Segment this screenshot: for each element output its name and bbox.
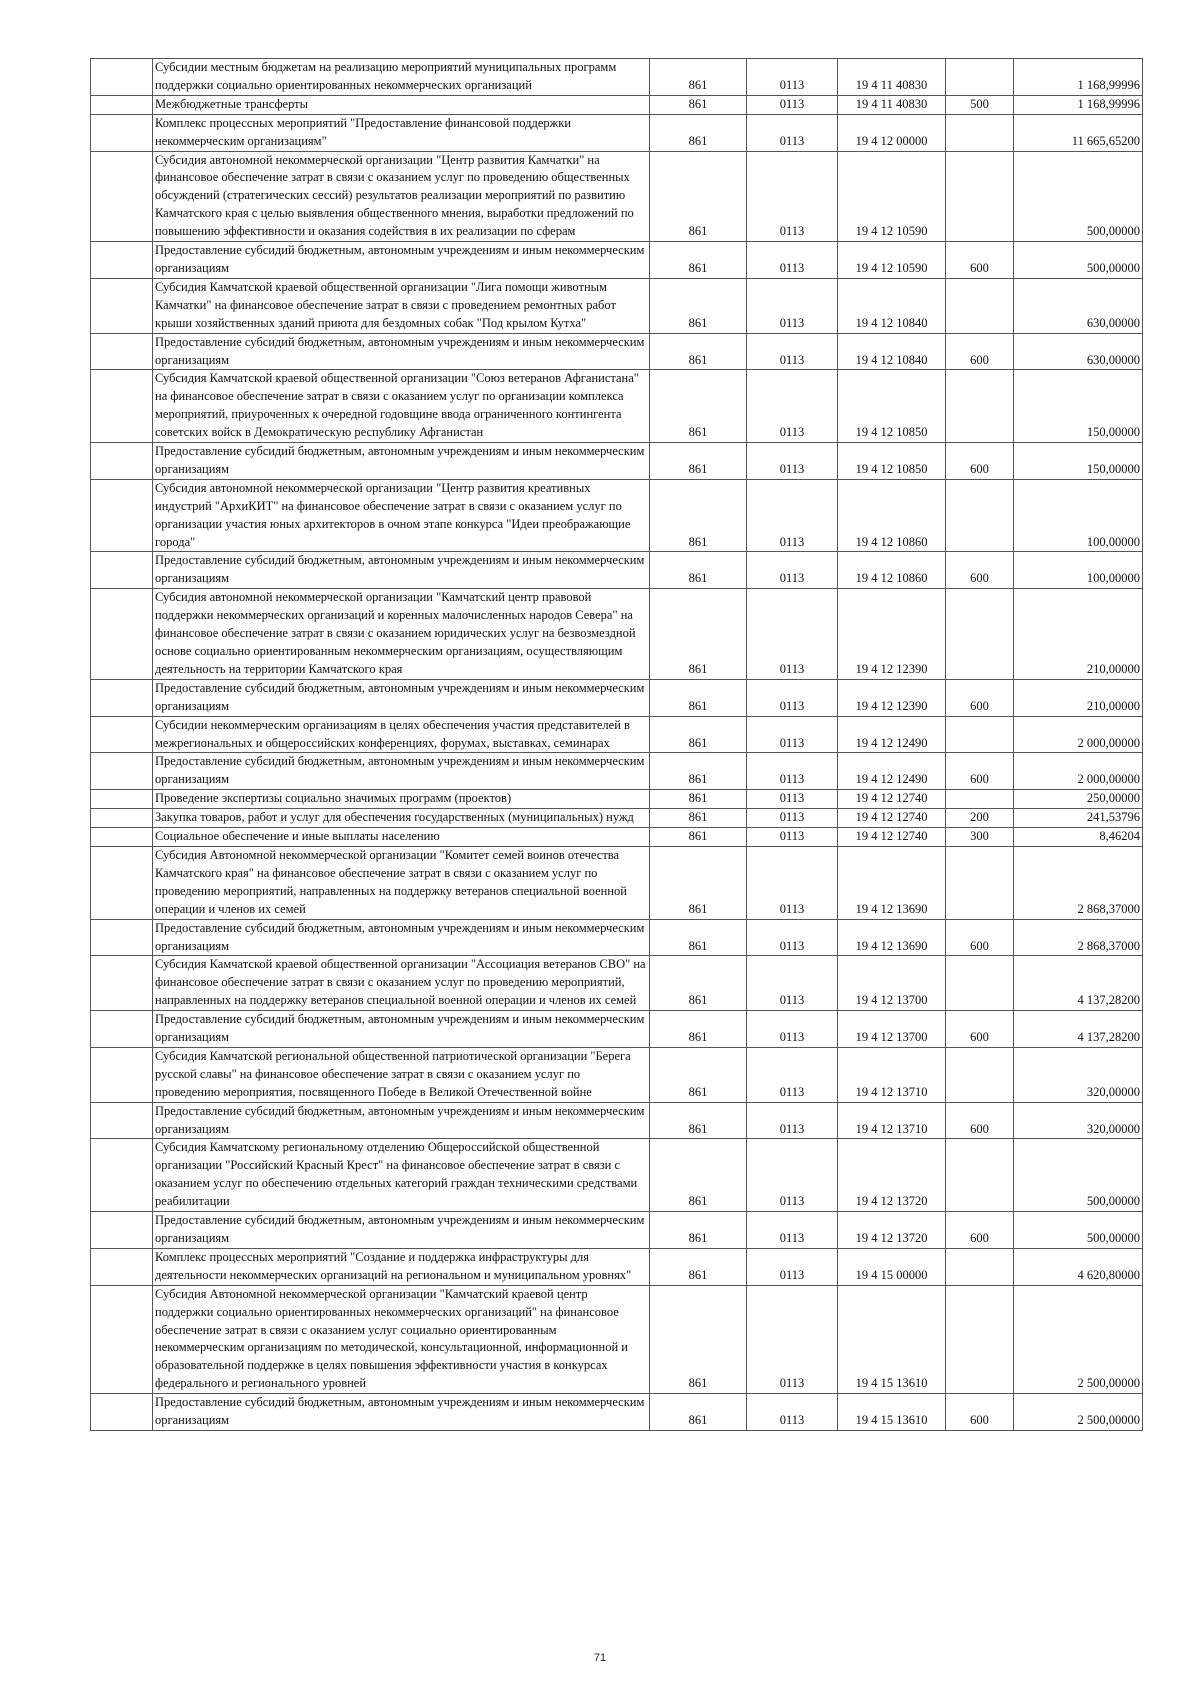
target-article-cell: 19 4 12 10840 — [838, 278, 946, 333]
table-row — [91, 1139, 1143, 1212]
table-row — [91, 679, 1143, 716]
amount-cell: 1 168,99996 — [1014, 95, 1143, 114]
section-code-cell: 0113 — [747, 1102, 838, 1139]
expense-name-cell: Предоставление субсидий бюджетным, автономным учреждениям и иным некоммерческим организациям — [153, 1102, 650, 1139]
amount-cell: 630,00000 — [1014, 333, 1143, 370]
expense-type-cell — [946, 278, 1014, 333]
expense-name-cell: Субсидия Камчатской региональной общественной патриотической организации "Берега русской славы" на финансовое обеспечение затрат в связи с оказанием услуг по проведению мероприятия, посвященного Победе в Великой Отечественной войне — [153, 1047, 650, 1102]
row-number-cell — [91, 716, 153, 753]
section-code-cell: 0113 — [747, 95, 838, 114]
expense-type-cell: 600 — [946, 1394, 1014, 1431]
amount-cell: 100,00000 — [1014, 479, 1143, 552]
ministry-code-cell: 861 — [650, 151, 747, 242]
expense-name-cell: Предоставление субсидий бюджетным, автономным учреждениям и иным некоммерческим организациям — [153, 333, 650, 370]
expense-type-cell — [946, 1248, 1014, 1285]
amount-cell: 250,00000 — [1014, 790, 1143, 809]
ministry-code-cell: 861 — [650, 956, 747, 1011]
expense-name-cell: Предоставление субсидий бюджетным, автономным учреждениям и иным некоммерческим организациям — [153, 552, 650, 589]
amount-cell: 500,00000 — [1014, 1212, 1143, 1249]
table-row — [91, 1394, 1143, 1431]
ministry-code-cell: 861 — [650, 443, 747, 480]
table-row — [91, 479, 1143, 552]
expense-type-cell — [946, 716, 1014, 753]
amount-cell: 210,00000 — [1014, 589, 1143, 680]
amount-cell: 630,00000 — [1014, 278, 1143, 333]
table-row — [91, 956, 1143, 1011]
target-article-cell: 19 4 12 13710 — [838, 1047, 946, 1102]
ministry-code-cell: 861 — [650, 1011, 747, 1048]
amount-cell: 2 000,00000 — [1014, 753, 1143, 790]
amount-cell: 320,00000 — [1014, 1047, 1143, 1102]
section-code-cell: 0113 — [747, 242, 838, 279]
row-number-cell — [91, 479, 153, 552]
expense-type-cell: 600 — [946, 333, 1014, 370]
ministry-code-cell: 861 — [650, 479, 747, 552]
target-article-cell: 19 4 12 13720 — [838, 1139, 946, 1212]
ministry-code-cell: 861 — [650, 716, 747, 753]
row-number-cell — [91, 1212, 153, 1249]
ministry-code-cell: 861 — [650, 1285, 747, 1393]
amount-cell: 241,53796 — [1014, 809, 1143, 828]
amount-cell: 2 000,00000 — [1014, 716, 1143, 753]
ministry-code-cell: 861 — [650, 809, 747, 828]
expense-type-cell: 600 — [946, 919, 1014, 956]
table-row — [91, 443, 1143, 480]
table-row — [91, 1102, 1143, 1139]
ministry-code-cell: 861 — [650, 278, 747, 333]
target-article-cell: 19 4 12 12490 — [838, 716, 946, 753]
expense-type-cell — [946, 479, 1014, 552]
target-article-cell: 19 4 12 12740 — [838, 790, 946, 809]
ministry-code-cell: 861 — [650, 679, 747, 716]
section-code-cell: 0113 — [747, 846, 838, 919]
amount-cell: 4 620,80000 — [1014, 1248, 1143, 1285]
expense-name-cell: Социальное обеспечение и иные выплаты населению — [153, 828, 650, 847]
section-code-cell: 0113 — [747, 479, 838, 552]
row-number-cell — [91, 151, 153, 242]
expense-name-cell: Субсидии некоммерческим организациям в целях обеспечения участия представителей в межрегиональных и общероссийских конференциях, форумах, выставках, семинарах — [153, 716, 650, 753]
section-code-cell: 0113 — [747, 1394, 838, 1431]
expense-type-cell — [946, 589, 1014, 680]
expense-name-cell: Субсидия Камчатской краевой общественной организации "Лига помощи животным Камчатки" на финансовое обеспечение затрат в связи с проведением ремонтных работ крыши хозяйственных зданий приюта для бездомных собак "Под крылом Кутха" — [153, 278, 650, 333]
table-row — [91, 333, 1143, 370]
expense-type-cell: 600 — [946, 1102, 1014, 1139]
table-row — [91, 919, 1143, 956]
amount-cell: 150,00000 — [1014, 370, 1143, 443]
table-row — [91, 95, 1143, 114]
expense-type-cell: 600 — [946, 679, 1014, 716]
section-code-cell: 0113 — [747, 552, 838, 589]
target-article-cell: 19 4 12 10850 — [838, 443, 946, 480]
ministry-code-cell: 861 — [650, 242, 747, 279]
section-code-cell: 0113 — [747, 790, 838, 809]
amount-cell: 4 137,28200 — [1014, 1011, 1143, 1048]
expense-name-cell: Предоставление субсидий бюджетным, автономным учреждениям и иным некоммерческим организациям — [153, 443, 650, 480]
row-number-cell — [91, 1248, 153, 1285]
target-article-cell: 19 4 12 12740 — [838, 828, 946, 847]
ministry-code-cell: 861 — [650, 753, 747, 790]
expense-name-cell: Предоставление субсидий бюджетным, автономным учреждениям и иным некоммерческим организациям — [153, 242, 650, 279]
target-article-cell: 19 4 15 13610 — [838, 1285, 946, 1393]
expense-name-cell: Межбюджетные трансферты — [153, 95, 650, 114]
table-row — [91, 370, 1143, 443]
ministry-code-cell: 861 — [650, 95, 747, 114]
section-code-cell: 0113 — [747, 151, 838, 242]
expense-name-cell: Субсидия Камчатской краевой общественной организации "Союз ветеранов Афганистана" на финансовое обеспечение затрат в связи с оказанием услуг по организации комплекса мероприятий, приуроченных к очередной годовщине ввода ограниченного контингента советских войск в Демократическую республику Афганистан — [153, 370, 650, 443]
expense-type-cell: 600 — [946, 753, 1014, 790]
budget-table — [90, 58, 1143, 1431]
target-article-cell: 19 4 12 13720 — [838, 1212, 946, 1249]
row-number-cell — [91, 242, 153, 279]
expense-name-cell: Комплекс процессных мероприятий "Предоставление финансовой поддержки некоммерческим организациям" — [153, 114, 650, 151]
section-code-cell: 0113 — [747, 1248, 838, 1285]
target-article-cell: 19 4 12 10850 — [838, 370, 946, 443]
ministry-code-cell: 861 — [650, 1102, 747, 1139]
table-row — [91, 753, 1143, 790]
expense-type-cell: 300 — [946, 828, 1014, 847]
ministry-code-cell: 861 — [650, 589, 747, 680]
expense-type-cell — [946, 151, 1014, 242]
amount-cell: 100,00000 — [1014, 552, 1143, 589]
ministry-code-cell: 861 — [650, 828, 747, 847]
section-code-cell: 0113 — [747, 809, 838, 828]
amount-cell: 500,00000 — [1014, 242, 1143, 279]
table-row — [91, 1248, 1143, 1285]
target-article-cell: 19 4 12 12390 — [838, 589, 946, 680]
section-code-cell: 0113 — [747, 589, 838, 680]
section-code-cell: 0113 — [747, 114, 838, 151]
row-number-cell — [91, 1102, 153, 1139]
target-article-cell: 19 4 12 12740 — [838, 809, 946, 828]
ministry-code-cell: 861 — [650, 552, 747, 589]
section-code-cell: 0113 — [747, 679, 838, 716]
section-code-cell: 0113 — [747, 333, 838, 370]
row-number-cell — [91, 1285, 153, 1393]
row-number-cell — [91, 59, 153, 96]
target-article-cell: 19 4 11 40830 — [838, 59, 946, 96]
target-article-cell: 19 4 12 10590 — [838, 242, 946, 279]
target-article-cell: 19 4 15 13610 — [838, 1394, 946, 1431]
expense-name-cell: Субсидия Камчатскому региональному отделению Общероссийской общественной организации "Российский Красный Крест" на финансовое обеспечение затрат в связи с оказанием услуг по обеспечению отдельных категорий граждан техническими средствами реабилитации — [153, 1139, 650, 1212]
table-row — [91, 59, 1143, 96]
table-row — [91, 114, 1143, 151]
amount-cell: 2 500,00000 — [1014, 1285, 1143, 1393]
section-code-cell: 0113 — [747, 1047, 838, 1102]
amount-cell: 500,00000 — [1014, 1139, 1143, 1212]
row-number-cell — [91, 679, 153, 716]
target-article-cell: 19 4 15 00000 — [838, 1248, 946, 1285]
expense-type-cell — [946, 1047, 1014, 1102]
expense-name-cell: Закупка товаров, работ и услуг для обеспечения государственных (муниципальных) нужд — [153, 809, 650, 828]
table-row — [91, 1047, 1143, 1102]
row-number-cell — [91, 790, 153, 809]
expense-type-cell: 200 — [946, 809, 1014, 828]
target-article-cell: 19 4 12 12390 — [838, 679, 946, 716]
ministry-code-cell: 861 — [650, 333, 747, 370]
expense-type-cell — [946, 59, 1014, 96]
section-code-cell: 0113 — [747, 59, 838, 96]
amount-cell: 2 868,37000 — [1014, 919, 1143, 956]
expense-type-cell: 500 — [946, 95, 1014, 114]
page-number: 71 — [593, 1652, 607, 1664]
section-code-cell: 0113 — [747, 443, 838, 480]
ministry-code-cell: 861 — [650, 370, 747, 443]
expense-name-cell: Предоставление субсидий бюджетным, автономным учреждениям и иным некоммерческим организациям — [153, 679, 650, 716]
expense-name-cell: Субсидия автономной некоммерческой организации "Центр развития Камчатки" на финансовое обеспечение затрат в связи с оказанием услуг по проведению общественных обсуждений (стратегических сессий) результатов реализации мероприятий по развитию Камчатского края с целью выявления общественного мнения, выработки предложений по повышению эффективности и оказания содействия в их реализации по сферам — [153, 151, 650, 242]
row-number-cell — [91, 333, 153, 370]
row-number-cell — [91, 956, 153, 1011]
amount-cell: 4 137,28200 — [1014, 956, 1143, 1011]
table-row — [91, 589, 1143, 680]
section-code-cell: 0113 — [747, 1212, 838, 1249]
section-code-cell: 0113 — [747, 370, 838, 443]
expense-type-cell: 600 — [946, 443, 1014, 480]
section-code-cell: 0113 — [747, 956, 838, 1011]
expense-name-cell: Предоставление субсидий бюджетным, автономным учреждениям и иным некоммерческим организациям — [153, 753, 650, 790]
target-article-cell: 19 4 12 13700 — [838, 956, 946, 1011]
row-number-cell — [91, 95, 153, 114]
expense-type-cell — [946, 114, 1014, 151]
expense-type-cell: 600 — [946, 242, 1014, 279]
section-code-cell: 0113 — [747, 1011, 838, 1048]
table-row — [91, 1285, 1143, 1393]
expense-name-cell: Комплекс процессных мероприятий "Создание и поддержка инфраструктуры для деятельности некоммерческих организаций на региональном и муниципальном уровнях" — [153, 1248, 650, 1285]
expense-type-cell — [946, 1285, 1014, 1393]
expense-type-cell — [946, 956, 1014, 1011]
row-number-cell — [91, 1047, 153, 1102]
table-row — [91, 790, 1143, 809]
table-row — [91, 1011, 1143, 1048]
expense-type-cell — [946, 846, 1014, 919]
row-number-cell — [91, 753, 153, 790]
expense-name-cell: Субсидии местным бюджетам на реализацию мероприятий муниципальных программ поддержки социально ориентированных некоммерческих организаций — [153, 59, 650, 96]
ministry-code-cell: 861 — [650, 114, 747, 151]
expense-name-cell: Субсидия Автономной некоммерческой организации "Комитет семей воинов отечества Камчатского края" на финансовое обеспечение затрат в связи с оказанием услуг по проведению мероприятий, направленных на поддержку ветеранов специальной военной операции и членов их семей — [153, 846, 650, 919]
table-row — [91, 809, 1143, 828]
expense-name-cell: Предоставление субсидий бюджетным, автономным учреждениям и иным некоммерческим организациям — [153, 919, 650, 956]
target-article-cell: 19 4 12 13690 — [838, 846, 946, 919]
row-number-cell — [91, 919, 153, 956]
table-row — [91, 828, 1143, 847]
expense-name-cell: Субсидия Автономной некоммерческой организации "Камчатский краевой центр поддержки социально ориентированных некоммерческих организаций" на финансовое обеспечение затрат в связи с оказанием услуг социально ориентированным некоммерческим организациям по методической, консультационной, информационной и образовательной поддержке в целях повышения эффективности участия в конкурсах федерального и регионального уровней — [153, 1285, 650, 1393]
row-number-cell — [91, 1011, 153, 1048]
row-number-cell — [91, 1139, 153, 1212]
table-row — [91, 151, 1143, 242]
row-number-cell — [91, 589, 153, 680]
expense-type-cell — [946, 370, 1014, 443]
expense-name-cell: Проведение экспертизы социально значимых программ (проектов) — [153, 790, 650, 809]
target-article-cell: 19 4 12 10840 — [838, 333, 946, 370]
amount-cell: 1 168,99996 — [1014, 59, 1143, 96]
table-row — [91, 716, 1143, 753]
expense-type-cell: 600 — [946, 1212, 1014, 1249]
expense-name-cell: Предоставление субсидий бюджетным, автономным учреждениям и иным некоммерческим организациям — [153, 1212, 650, 1249]
expense-type-cell — [946, 790, 1014, 809]
table-row — [91, 242, 1143, 279]
ministry-code-cell: 861 — [650, 919, 747, 956]
target-article-cell: 19 4 12 10860 — [838, 479, 946, 552]
table-body — [91, 59, 1143, 1431]
ministry-code-cell: 861 — [650, 790, 747, 809]
row-number-cell — [91, 443, 153, 480]
expense-name-cell: Субсидия Камчатской краевой общественной организации "Ассоциация ветеранов СВО" на финансовое обеспечение затрат в связи с оказанием услуг по проведению мероприятий, направленных на поддержку ветеранов специальной военной операции и членов их семей — [153, 956, 650, 1011]
expense-type-cell — [946, 1139, 1014, 1212]
amount-cell: 320,00000 — [1014, 1102, 1143, 1139]
ministry-code-cell: 861 — [650, 1394, 747, 1431]
target-article-cell: 19 4 12 12490 — [838, 753, 946, 790]
target-article-cell: 19 4 12 10590 — [838, 151, 946, 242]
expense-name-cell: Субсидия автономной некоммерческой организации "Камчатский центр правовой поддержки некоммерческих организаций и коренных малочисленных народов Севера" на финансовое обеспечение затрат в связи с оказанием юридических услуг на безвозмездной основе социально ориентированным некоммерческим организациям, осуществляющим деятельность на территории Камчатского края — [153, 589, 650, 680]
section-code-cell: 0113 — [747, 716, 838, 753]
row-number-cell — [91, 370, 153, 443]
row-number-cell — [91, 809, 153, 828]
target-article-cell: 19 4 12 13690 — [838, 919, 946, 956]
ministry-code-cell: 861 — [650, 1248, 747, 1285]
ministry-code-cell: 861 — [650, 1139, 747, 1212]
row-number-cell — [91, 1394, 153, 1431]
table-row — [91, 846, 1143, 919]
ministry-code-cell: 861 — [650, 59, 747, 96]
ministry-code-cell: 861 — [650, 1047, 747, 1102]
row-number-cell — [91, 846, 153, 919]
expense-type-cell: 600 — [946, 552, 1014, 589]
section-code-cell: 0113 — [747, 753, 838, 790]
target-article-cell: 19 4 11 40830 — [838, 95, 946, 114]
table-row — [91, 278, 1143, 333]
table-row — [91, 1212, 1143, 1249]
target-article-cell: 19 4 12 13710 — [838, 1102, 946, 1139]
section-code-cell: 0113 — [747, 828, 838, 847]
expense-type-cell: 600 — [946, 1011, 1014, 1048]
amount-cell: 500,00000 — [1014, 151, 1143, 242]
amount-cell: 2 868,37000 — [1014, 846, 1143, 919]
expense-name-cell: Предоставление субсидий бюджетным, автономным учреждениям и иным некоммерческим организациям — [153, 1011, 650, 1048]
table-row — [91, 552, 1143, 589]
ministry-code-cell: 861 — [650, 1212, 747, 1249]
section-code-cell: 0113 — [747, 1139, 838, 1212]
amount-cell: 8,46204 — [1014, 828, 1143, 847]
amount-cell: 210,00000 — [1014, 679, 1143, 716]
row-number-cell — [91, 552, 153, 589]
amount-cell: 150,00000 — [1014, 443, 1143, 480]
amount-cell: 11 665,65200 — [1014, 114, 1143, 151]
section-code-cell: 0113 — [747, 1285, 838, 1393]
expense-name-cell: Субсидия автономной некоммерческой организации "Центр развития креативных индустрий "АрхиКИТ" на финансовое обеспечение затрат в связи с оказанием услуг по организации участия юных архитекторов в очном этапе конкурса "Идеи преображающие города" — [153, 479, 650, 552]
section-code-cell: 0113 — [747, 919, 838, 956]
target-article-cell: 19 4 12 13700 — [838, 1011, 946, 1048]
section-code-cell: 0113 — [747, 278, 838, 333]
target-article-cell: 19 4 12 10860 — [838, 552, 946, 589]
row-number-cell — [91, 114, 153, 151]
amount-cell: 2 500,00000 — [1014, 1394, 1143, 1431]
ministry-code-cell: 861 — [650, 846, 747, 919]
target-article-cell: 19 4 12 00000 — [838, 114, 946, 151]
expense-name-cell: Предоставление субсидий бюджетным, автономным учреждениям и иным некоммерческим организациям — [153, 1394, 650, 1431]
row-number-cell — [91, 278, 153, 333]
row-number-cell — [91, 828, 153, 847]
